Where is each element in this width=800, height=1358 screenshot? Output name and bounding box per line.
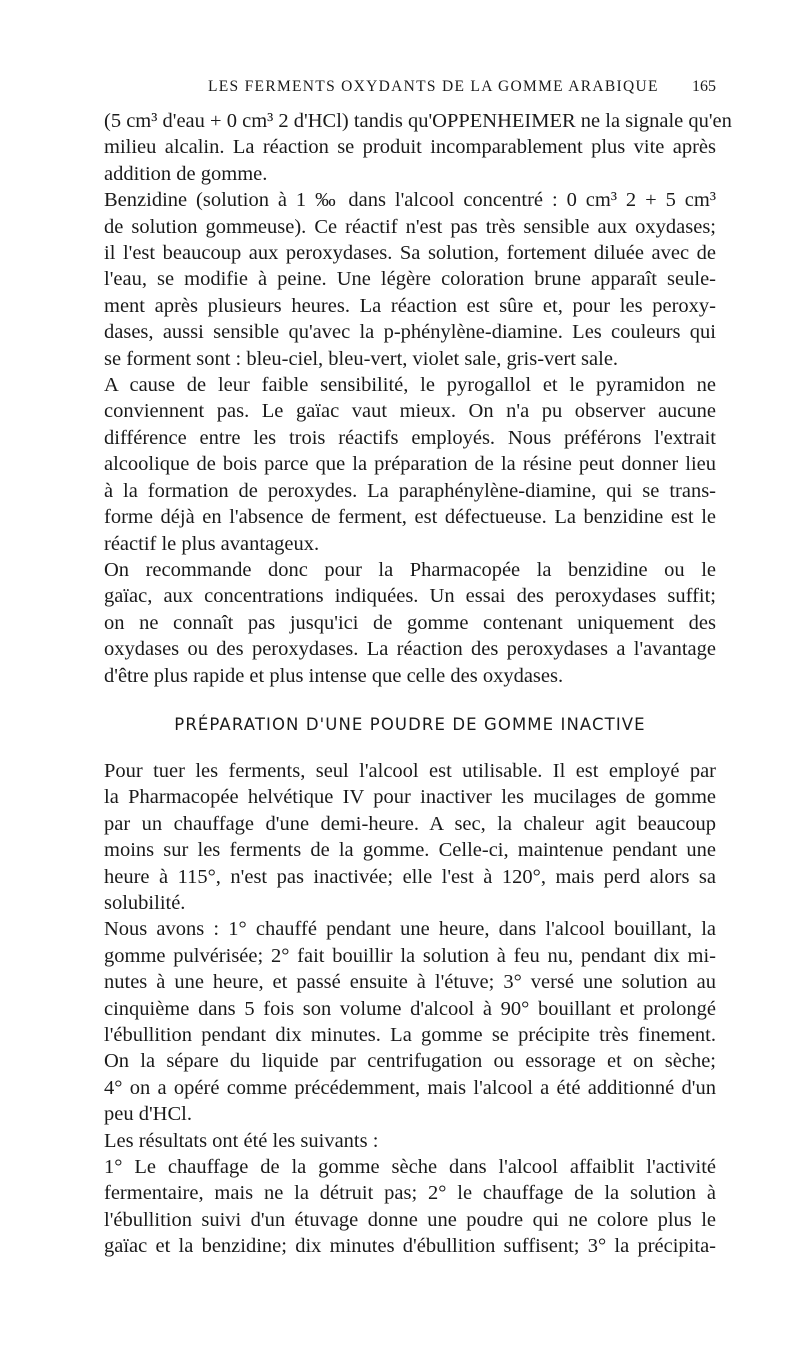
text-line: conviennent pas. Le gaïac vaut mieux. On n'a pu observer aucune (104, 400, 716, 423)
paragraph (104, 1128, 716, 1154)
text-line: l'ébullition suivi d'un étuvage donne une poudre qui ne colore plus le (104, 1208, 716, 1231)
text-line: Benzidine (solution à 1 ‰ dans l'alcool concentré : 0 cm³ 2 + 5 cm³ (104, 189, 716, 212)
paragraph-sensitivity (104, 372, 716, 557)
text-line: par un chauffage d'une demi-heure. A sec, la chaleur agit beaucoup (104, 812, 716, 835)
text-line: gaïac et la benzidine; dix minutes d'ébullition suffisent; 3° la précipita- (104, 1235, 716, 1258)
text-line: ment après plusieurs heures. La réaction est sûre et, pour les peroxy- (104, 294, 716, 317)
text-line: il l'est beaucoup aux peroxydases. Sa solution, fortement diluée avec de (104, 242, 716, 265)
text-line: alcoolique de bois parce que la préparation de la résine peut donner lieu (104, 453, 716, 476)
paragraph-results-intro (104, 1128, 716, 1154)
text-line: (5 cm³ d'eau + 0 cm³ 2 d'HCl) tandis qu'OPPENHEIMER ne la signale qu'en (104, 110, 732, 132)
paragraph (104, 372, 716, 557)
text-line: fermentaire, mais ne la détruit pas; 2° le chauffage de la solution à (104, 1182, 716, 1205)
text-line: addition de gomme. (104, 162, 268, 185)
text-line: milieu alcalin. La réaction se produit incomparablement plus vite après (104, 136, 716, 159)
text-line: 4° on a opéré comme précédemment, mais l'alcool a été additionné d'un (104, 1076, 716, 1099)
text-line: dases, aussi sensible qu'avec la p-phénylène-diamine. Les couleurs qui (104, 321, 716, 344)
text-line: nutes à une heure, et passé ensuite à l'étuve; 3° versé une solution au (104, 971, 716, 994)
text-line: d'être plus rapide et plus intense que celle des oxydases. (104, 664, 564, 687)
text-line: solubilité. (104, 891, 186, 914)
paragraph (104, 916, 716, 1127)
paragraph (104, 187, 716, 372)
paragraph (104, 108, 732, 187)
paragraph-benzidine (104, 187, 716, 372)
text-line: oxydases ou des peroxydases. La réaction des peroxydases a l'avantage (104, 638, 716, 661)
text-line: réactif le plus avantageux. (104, 532, 320, 555)
paragraph-results (104, 1154, 716, 1260)
text-line: On recommande donc pour la Pharmacopée la benzidine ou le (104, 558, 716, 581)
text-line: Nous avons : 1° chauffé pendant une heure, dans l'alcool bouillant, la (104, 918, 716, 941)
running-title: LES FERMENTS OXYDANTS DE LA GOMME ARABIQUE (208, 78, 659, 95)
text-line: On la sépare du liquide par centrifugation ou essorage et on sèche; (104, 1050, 716, 1073)
text-line: la Pharmacopée helvétique IV pour inactiver les mucilages de gomme (104, 786, 716, 809)
text-line: Les résultats ont été les suivants : (104, 1129, 379, 1152)
paragraph-procedure (104, 916, 716, 1127)
page-number: 165 (692, 78, 716, 95)
text-line: cinquième dans 5 fois son volume d'alcool à 90° bouillant et prolongé (104, 997, 716, 1020)
text-line: forme déjà en l'absence de ferment, est défectueuse. La benzidine est le (104, 506, 716, 529)
text-line: l'ébullition pendant dix minutes. La gomme se précipite très finement. (104, 1024, 716, 1046)
paragraph-continuation (104, 108, 732, 187)
text-line: gaïac, aux concentrations indiquées. Un essai des peroxydases suffit; (104, 585, 716, 608)
text-line: 1° Le chauffage de la gomme sèche dans l'alcool affaiblit l'activité (104, 1156, 716, 1179)
text-line: de solution gommeuse). Ce réactif n'est pas très sensible aux oxydases; (104, 215, 716, 238)
text-line: Pour tuer les ferments, seul l'alcool est utilisable. Il est employé par (104, 759, 716, 782)
section-title: PRÉPARATION D'UNE POUDRE DE GOMME INACTIVE (174, 714, 646, 734)
text-line: A cause de leur faible sensibilité, le pyrogallol et le pyramidon ne (104, 374, 716, 397)
text-line: à la formation de peroxydes. La paraphénylène-diamine, qui se trans- (104, 479, 716, 502)
paragraph-method (104, 758, 716, 916)
text-line: différence entre les trois réactifs employés. Nous préférons l'extrait (104, 426, 716, 449)
text-line: l'eau, se modifie à peine. Une légère coloration brune apparaît seule- (104, 268, 716, 291)
text-line: gomme pulvérisée; 2° fait bouillir la solution à feu nu, pendant dix mi- (104, 944, 716, 967)
paragraph (104, 557, 716, 689)
paragraph-recommendation (104, 557, 716, 689)
running-head (104, 78, 716, 96)
text-line: moins sur les ferments de la gomme. Celle-ci, maintenue pendant une (104, 839, 716, 862)
text-line: se forment sont : bleu-ciel, bleu-vert, violet sale, gris-vert sale. (104, 347, 619, 370)
text-line: peu d'HCl. (104, 1103, 192, 1126)
paragraph (104, 758, 716, 916)
paragraph (104, 1154, 716, 1260)
text-line: heure à 115°, n'est pas inactivée; elle l'est à 120°, mais perd alors sa (104, 865, 716, 888)
text-line: on ne connaît pas jusqu'ici de gomme contenant uniquement des (104, 611, 716, 634)
